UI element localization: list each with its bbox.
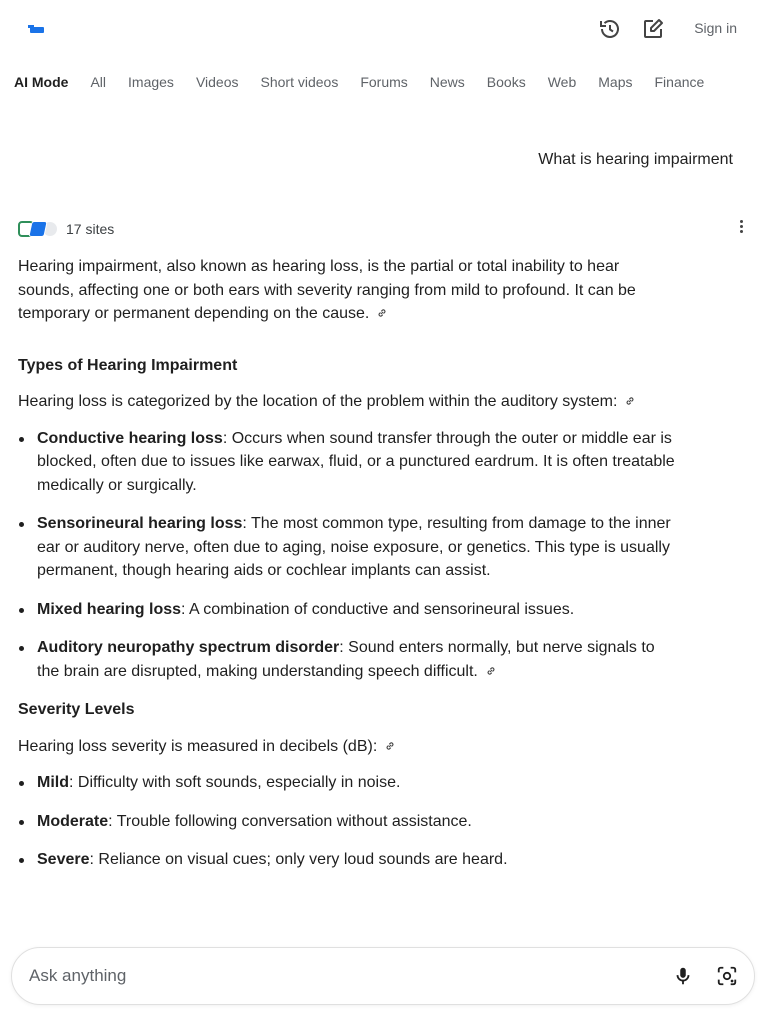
link-icon[interactable] <box>486 660 496 684</box>
ask-bar <box>11 947 755 1005</box>
list-item: Sensorineural hearing loss: The most common type, resulting from damage to the inner ear or auditory nerve, often due to aging, noise exposure, or genetics. This type is usually permanent, though hearing aids or cochlear implants can assist. <box>18 512 678 583</box>
history-icon[interactable] <box>597 16 623 42</box>
list-item: Conductive hearing loss: Occurs when sound transfer through the outer or middle ear is blocked, often due to issues like earwax, fluid, or a punctured eardrum. It is often treatable medically or surgically. <box>18 427 678 498</box>
user-query: What is hearing impairment <box>538 151 733 168</box>
sources-count: 17 sites <box>66 221 115 237</box>
tab-images[interactable]: Images <box>128 74 174 90</box>
list-item: Auditory neuropathy spectrum disorder: Sound enters normally, but nerve signals to the brain are disrupted, making understanding speech difficult. <box>18 636 678 683</box>
sources-button[interactable] <box>18 217 114 241</box>
new-chat-icon[interactable] <box>640 16 666 42</box>
list-item: Mixed hearing loss: A combination of conductive and sensorineural issues. <box>18 598 678 622</box>
ask-input[interactable] <box>29 966 589 986</box>
list-item: Mild: Difficulty with soft sounds, especially in noise. <box>18 771 678 795</box>
tab-finance[interactable]: Finance <box>654 74 705 90</box>
tab-all[interactable]: All <box>90 74 107 90</box>
link-icon[interactable] <box>377 302 387 326</box>
ai-answer <box>18 255 678 887</box>
tab-books[interactable]: Books <box>486 74 526 90</box>
severity-list <box>18 771 678 872</box>
link-icon[interactable] <box>385 735 395 759</box>
sign-in-link[interactable]: Sign in <box>694 20 737 36</box>
list-item: Severe: Reliance on visual cues; only very loud sounds are heard. <box>18 848 678 872</box>
types-list <box>18 427 678 684</box>
types-intro: Hearing loss is categorized by the location of the problem within the auditory system: <box>18 390 678 414</box>
tab-maps[interactable]: Maps <box>598 74 633 90</box>
list-item: Moderate: Trouble following conversation without assistance. <box>18 810 678 834</box>
types-heading: Types of Hearing Impairment <box>18 356 238 374</box>
top-bar <box>0 0 768 58</box>
tab-ai-mode[interactable]: AI Mode <box>14 74 69 90</box>
answer-intro: Hearing impairment, also known as hearing loss, is the partial or total inability to hear sounds, affecting one or both ears with severity ranging from mild to profound. It can be temporary or permanent depending on the cause. <box>18 255 678 326</box>
search-tabs <box>14 74 726 96</box>
lens-camera-icon[interactable] <box>716 965 738 992</box>
tab-videos[interactable]: Videos <box>195 74 239 90</box>
severity-heading: Severity Levels <box>18 701 135 719</box>
google-logo[interactable] <box>30 27 44 33</box>
tab-forums[interactable]: Forums <box>360 74 408 90</box>
tab-news[interactable]: News <box>429 74 465 90</box>
tab-short-videos[interactable]: Short videos <box>260 74 339 90</box>
microphone-icon[interactable] <box>672 965 694 992</box>
severity-intro: Hearing loss severity is measured in decibels (dB): <box>18 735 678 759</box>
more-options-icon[interactable] <box>740 220 744 235</box>
tab-web[interactable]: Web <box>547 74 577 90</box>
link-icon[interactable] <box>625 390 635 414</box>
